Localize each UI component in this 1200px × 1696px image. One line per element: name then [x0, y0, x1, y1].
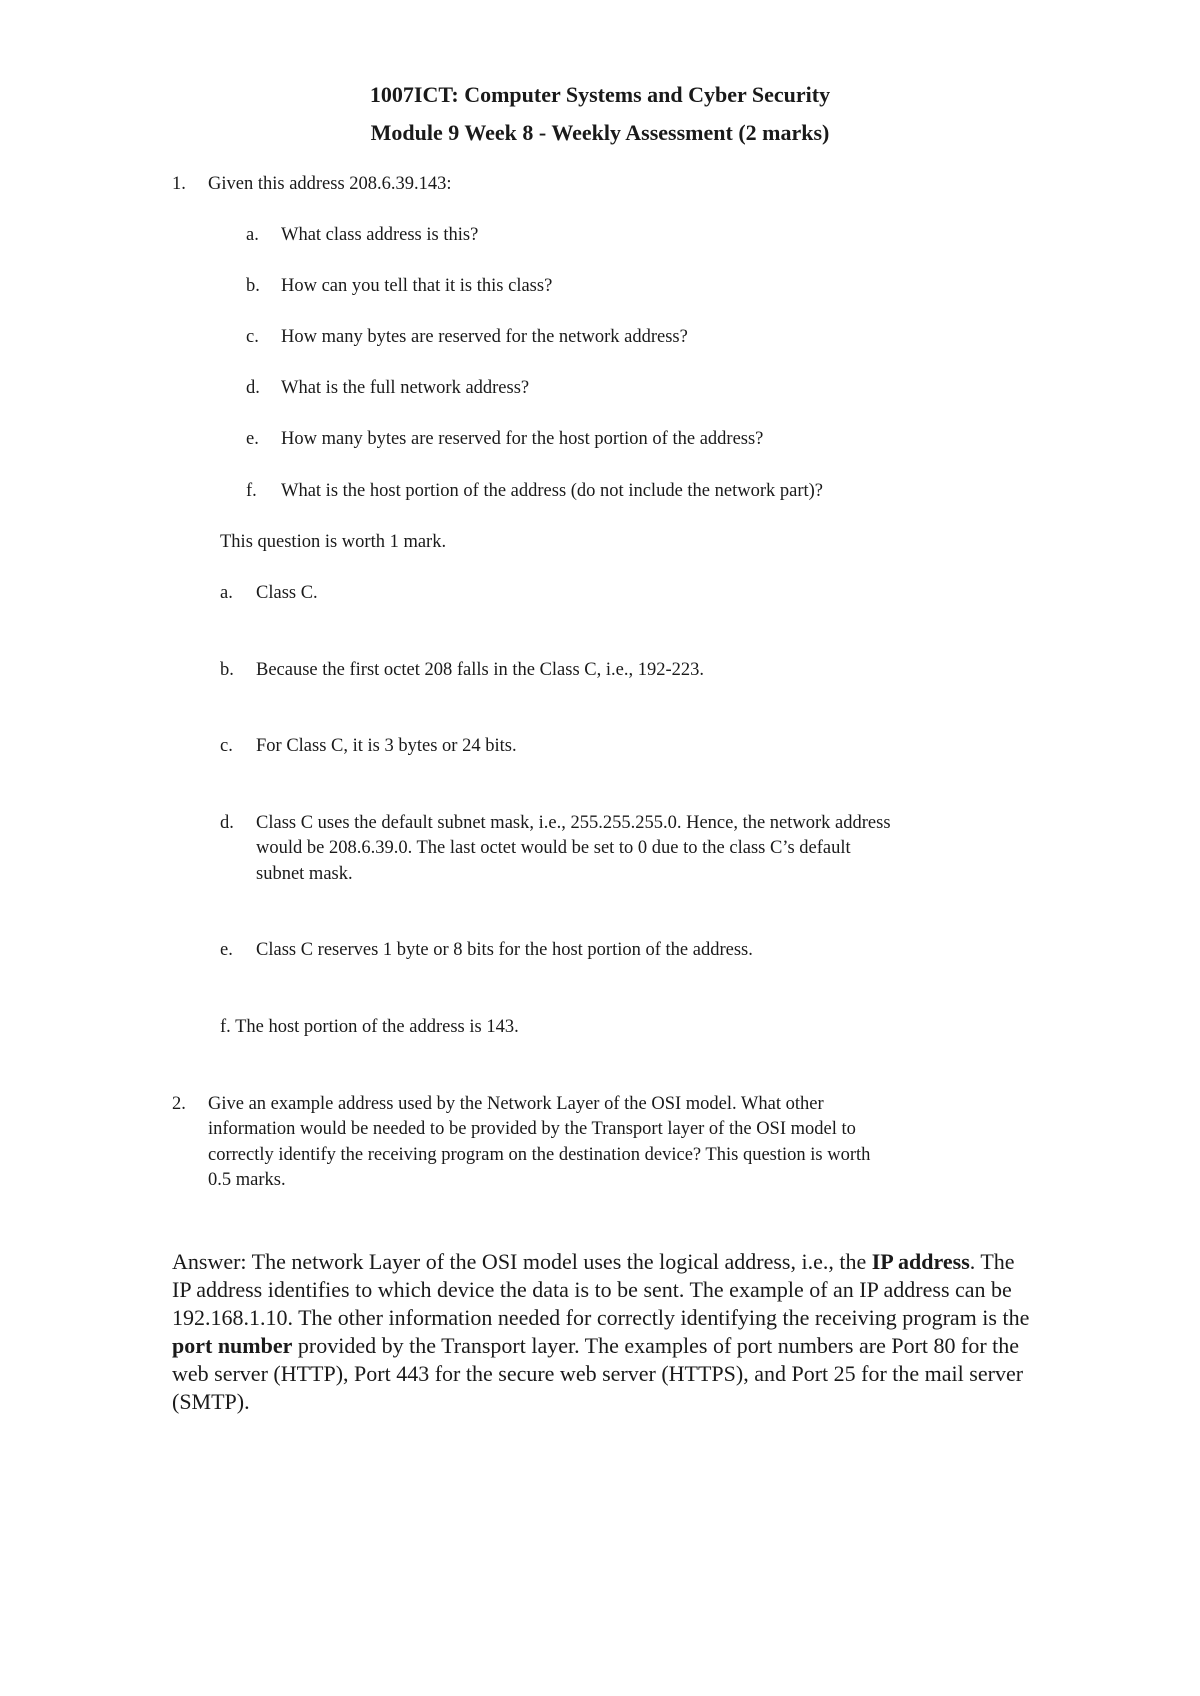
answer-text: Class C uses the default subnet mask, i.e., 255.255.255.0. Hence, the network address: [256, 813, 891, 833]
question-2-answer: [172, 1248, 1032, 1416]
subquestion-text: What is the host portion of the address (do not include the network part)?: [281, 481, 824, 501]
answer-marker: c.: [220, 736, 233, 756]
subquestion-text: How many bytes are reserved for the host portion of the address?: [281, 429, 764, 449]
answer-marker: a.: [220, 583, 233, 603]
answer-text: f. The host portion of the address is 143.: [220, 1017, 519, 1037]
question-2-text: 0.5 marks.: [208, 1170, 286, 1190]
question-1-number: 1.: [172, 174, 186, 194]
answer-text: would be 208.6.39.0. The last octet would be set to 0 due to the class C’s default: [256, 838, 851, 858]
subquestion-text: How many bytes are reserved for the network address?: [281, 327, 688, 347]
answer-text: Class C.: [256, 583, 318, 603]
question-2-number: 2.: [172, 1094, 186, 1114]
answer-marker: d.: [220, 813, 234, 833]
answer-text: subnet mask.: [256, 864, 353, 884]
answer-text: Class C reserves 1 byte or 8 bits for the host portion of the address.: [256, 940, 753, 960]
answer-text: Because the first octet 208 falls in the Class C, i.e., 192-223.: [256, 660, 705, 680]
question-2-text: information would be needed to be provided by the Transport layer of the OSI model to: [208, 1119, 856, 1139]
subquestion-text: How can you tell that it is this class?: [281, 276, 553, 296]
answer-part: Answer: The network Layer of the OSI model uses the logical address, i.e., the: [172, 1249, 872, 1274]
subquestion-text: What class address is this?: [281, 225, 479, 245]
question-2-text: correctly identify the receiving program on the destination device? This question is worth: [208, 1145, 871, 1165]
document-title: 1007ICT: Computer Systems and Cyber Security: [369, 82, 831, 107]
answer-marker: b.: [220, 660, 234, 680]
subquestion-marker: e.: [246, 429, 259, 449]
question-2-text: Give an example address used by the Network Layer of the OSI model. What other: [208, 1094, 824, 1114]
subquestion-marker: f.: [246, 481, 257, 501]
answer-bold-term: port number: [172, 1333, 293, 1358]
answer-bold-term: IP address: [871, 1249, 970, 1274]
subquestion-marker: a.: [246, 225, 259, 245]
question-1-prompt: Given this address 208.6.39.143:: [208, 174, 452, 194]
answer-marker: e.: [220, 940, 233, 960]
subquestion-marker: d.: [246, 378, 260, 398]
answer-part: provided by the Transport layer. The examples of port numbers are Port 80 for the web server (HTTP), Port 443 for the secure web server (HTTPS), and Port 25 for the mail server (SMTP).: [172, 1333, 1024, 1414]
answer-text: For Class C, it is 3 bytes or 24 bits.: [256, 736, 517, 756]
question-1-worth: This question is worth 1 mark.: [220, 532, 447, 552]
answer-part: . The IP address identifies to which device the data is to be sent. The example of an IP address can be 192.168.1.10. The other information needed for correctly identifying the receiving program is the: [172, 1249, 1030, 1330]
subquestion-text: What is the full network address?: [281, 378, 530, 398]
subquestion-marker: c.: [246, 327, 259, 347]
document-subtitle: Module 9 Week 8 - Weekly Assessment (2 marks): [370, 120, 830, 145]
subquestion-marker: b.: [246, 276, 260, 296]
